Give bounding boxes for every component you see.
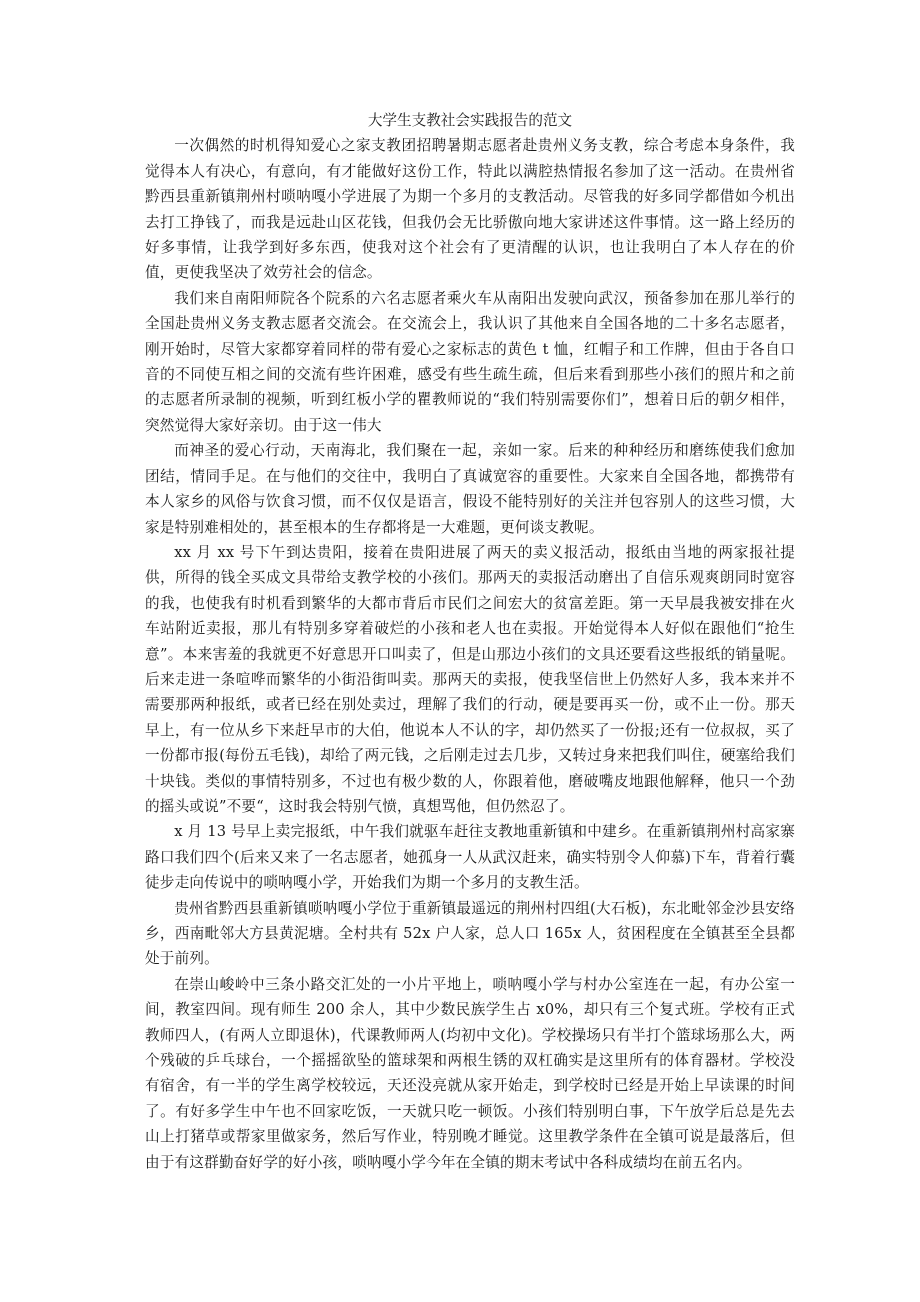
paragraph-1: 一次偶然的时机得知爱心之家支教团招聘暑期志愿者赴贵州义务支教，综合考虑本身条件，我觉得本人有决心，有意向，有才能做好这份工作，特此以满腔热情报名参加了这一活动。在贵州省黔西县重新镇荆州村唢呐嘎小学进展了为期一个多月的支教活动。尽管我的好多同学都借如今机出去打工挣钱了，而我是远赴山区花钱，但我仍会无比骄傲向地大家讲述这件事情。这一路上经历的好多事情，让我学到好多东西，使我对这个社会有了更清醒的认识，也让我明白了本人存在的价值，更使我坚决了效劳社会的信念。: [145, 137, 795, 282]
paragraph-2: 我们来自南阳师院各个院系的六名志愿者乘火车从南阳出发驶向武汉，预备参加在那儿举行的全国赴贵州义务支教志愿者交流会。在交流会上，我认识了其他来自全国各地的二十多名志愿者，刚开始时，尽管大家都穿着同样的带有爱心之家标志的黄色 t 恤，红帽子和工作牌，但由于各自口音的不同使互相之间的交流有些许困难，感受有些生疏生疏，但后来看到那些小孩们的照片和之前的志愿者所录制的视频，听到红板小学的瞿教师说的“我们特别需要你们”，想着日后的朝夕相伴，突然觉得大家好亲切。由于这一伟大: [145, 289, 795, 434]
document-title: 大学生支教社会实践报告的范文: [367, 112, 573, 129]
paragraph-3: 而神圣的爱心行动，天南海北，我们聚在一起，亲如一家。后来的种种经历和磨练使我们愈加团结，情同手足。在与他们的交往中，我明白了真诚宽容的重要性。大家来自全国各地，都携带有本人家乡的风俗与饮食习惯，而不仅仅是语言，假设不能特别好的关注并包容别人的这些习惯，大家是特别难相处的，甚至根本的生存都将是一大难题，更何谈支教呢。: [145, 442, 795, 536]
paragraph-7: 在崇山峻岭中三条小路交汇处的一小片平地上，唢呐嘎小学与村办公室连在一起，有办公室一间，教室四间。现有师生 200 余人，其中少数民族学生占 x0%，却只有三个复式班。学校有正式教师四人，(有两人立即退休)，代课教师两人(均初中文化)。学校操场只有半打个篮球场那么大，两个残破的乒乓球台，一个摇摇欲坠的篮球架和两根生锈的双杠确实是这里所有的体育器材。学校没有宿舍，有一半的学生离学校较远，天还没亮就从家开始走，到学校时已经是开始上早读课的时间了。有好多学生中午也不回家吃饭，一天就只吃一顿饭。小孩们特别明白事，下午放学后总是先去山上打猪草或帮家里做家务，然后写作业，特别晚才睡觉。这里教学条件在全镇可说是最落后，但由于有这群勤奋好学的好小孩，唢呐嘎小学今年在全镇的期末考试中各科成绩均在前五名内。: [145, 975, 795, 1171]
document-page: [145, 108, 795, 1175]
paragraph-6: 贵州省黔西县重新镇唢呐嘎小学位于重新镇最遥远的荆州村四组(大石板)，东北毗邻金沙县安络乡，西南毗邻大方县黄泥塘。全村共有 52x 户人家，总人口 165x 人，贫困程度在全镇甚至全县都处于前列。: [145, 899, 795, 968]
paragraph-5: x 月 13 号早上卖完报纸，中午我们就驱车赶往支教地重新镇和中建乡。在重新镇荆州村高家寨路口我们四个(后来又来了一名志愿者，她孤身一人从武汉赶来，确实特别令人仰慕)下车，背着行囊徒步走向传说中的唢呐嘎小学，开始我们为期一个多月的支教生活。: [145, 823, 795, 892]
paragraph-4: xx 月 xx 号下午到达贵阳，接着在贵阳进展了两天的卖义报活动，报纸由当地的两家报社提供，所得的钱全买成文具带给支教学校的小孩们。那两天的卖报活动磨出了自信乐观爽朗同时宽容的我，也使我有时机看到繁华的大都市背后市民们之间宏大的贫富差距。第一天早晨我被安排在火车站附近卖报，那儿有特别多穿着破烂的小孩和老人也在卖报。开始觉得本人好似在跟他们“抢生意”。本来害羞的我就更不好意思开口叫卖了，但是山那边小孩们的文具还要看这些报纸的销量呢。后来走进一条喧哗而繁华的小街沿街叫卖。那两天的卖报，使我坚信世上仍然好人多，我本来并不需要那两种报纸，或者已经在别处卖过，理解了我们的行动，硬是要再买一份，或不止一份。那天早上，有一位从乡下来赶早市的大伯，他说本人不认的字，却仍然买了一份报;还有一位叔叔，买了一份都市报(每份五毛钱)，却给了两元钱，之后刚走过去几步，又转过身来把我们叫住，硬塞给我们十块钱。类似的事情特别多，不过也有极少数的人，你跟着他，磨破嘴皮地跟他解释，他只一个劲的摇头或说”不要“，这时我会特别气愤，真想骂他，但仍然忍了。: [145, 543, 795, 815]
